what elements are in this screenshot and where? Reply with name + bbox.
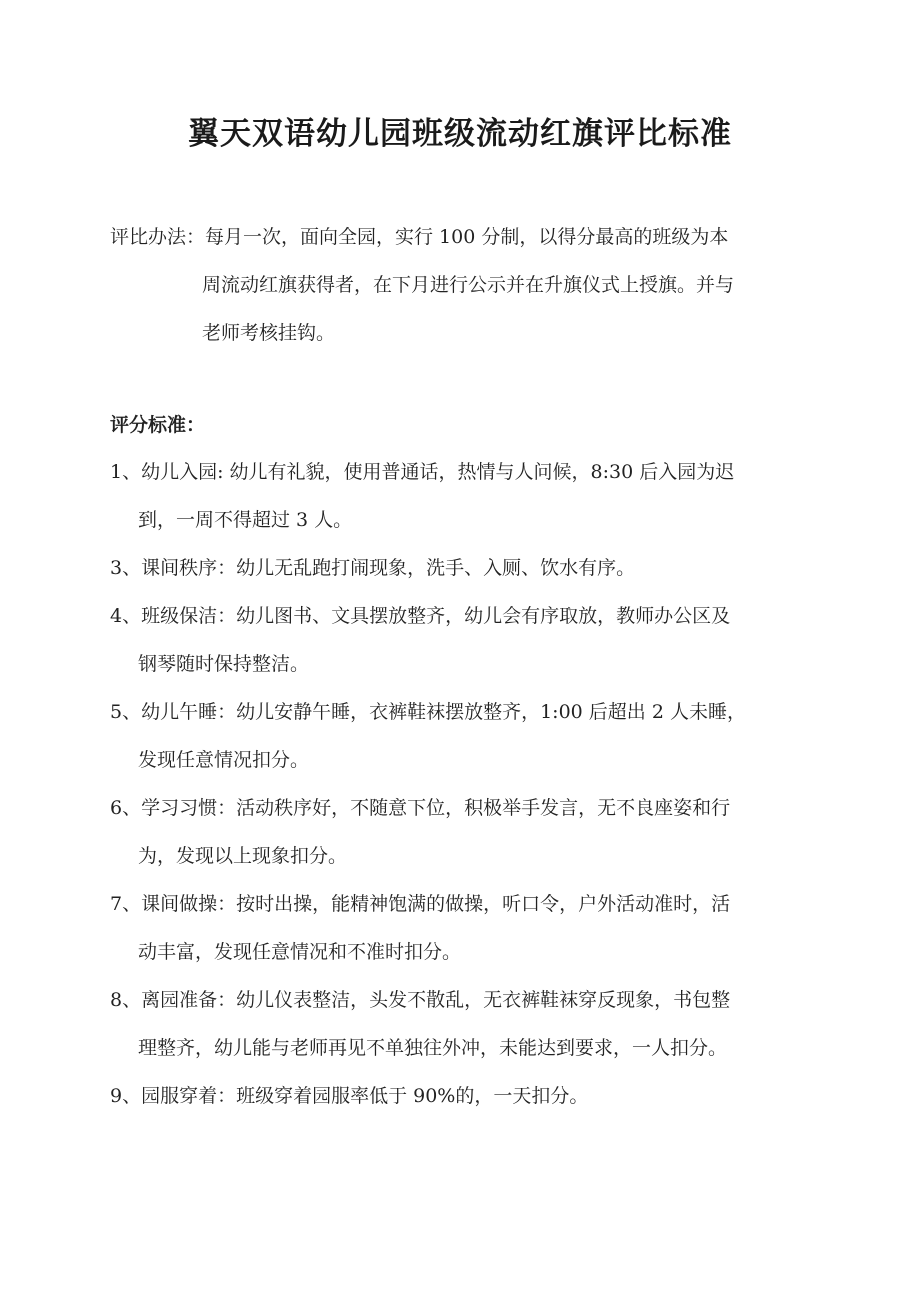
page-title: 翼天双语幼儿园班级流动红旗评比标准 bbox=[188, 116, 732, 152]
criteria-item-continuation: 钢琴随时保持整洁。 bbox=[138, 653, 310, 675]
method-line-2: 周流动红旗获得者，在下月进行公示并在升旗仪式上授旗。并与 bbox=[202, 274, 735, 296]
criteria-item-1 bbox=[110, 448, 815, 544]
method-label: 评比办法： bbox=[110, 226, 206, 248]
criteria-item-text: 4、班级保洁：幼儿图书、文具摆放整齐，幼儿会有序取放，教师办公区及 bbox=[110, 605, 731, 627]
criteria-item-8 bbox=[110, 976, 815, 1072]
method-line-1: 每月一次，面向全园，实行 100 分制，以得分最高的班级为本 bbox=[205, 226, 729, 248]
method-first-line bbox=[110, 213, 810, 261]
criteria-item-3 bbox=[110, 544, 815, 592]
criteria-item-9 bbox=[110, 1072, 815, 1120]
criteria-item-continuation: 理整齐，幼儿能与老师再见不单独往外冲，未能达到要求，一人扣分。 bbox=[138, 1037, 728, 1059]
criteria-heading: 评分标准： bbox=[110, 414, 206, 436]
criteria-item-continuation: 到，一周不得超过 3 人。 bbox=[138, 509, 353, 531]
criteria-item-continuation: 为，发现以上现象扣分。 bbox=[138, 845, 348, 867]
criteria-item-continuation: 发现任意情况扣分。 bbox=[138, 749, 310, 771]
criteria-item-text: 1、幼儿入园: 幼儿有礼貌，使用普通话，热情与人问候，8:30 后入园为迟 bbox=[110, 461, 735, 483]
evaluation-method bbox=[110, 213, 810, 357]
criteria-item-text: 5、幼儿午睡：幼儿安静午睡，衣裤鞋袜摆放整齐，1:00 后超出 2 人未睡， bbox=[110, 701, 746, 723]
criteria-item-continuation: 动丰富，发现任意情况和不准时扣分。 bbox=[138, 941, 462, 963]
criteria-item-text: 3、课间秩序：幼儿无乱跑打闹现象，洗手、入厕、饮水有序。 bbox=[110, 557, 636, 579]
method-line-3: 老师考核挂钩。 bbox=[202, 322, 336, 344]
criteria-item-4 bbox=[110, 592, 815, 688]
criteria-item-text: 6、学习习惯：活动秩序好，不随意下位，积极举手发言，无不良座姿和行 bbox=[110, 797, 731, 819]
criteria-item-7 bbox=[110, 880, 815, 976]
criteria-item-text: 9、园服穿着：班级穿着园服率低于 90%的，一天扣分。 bbox=[110, 1085, 589, 1107]
criteria-item-text: 8、离园准备：幼儿仪表整洁，头发不散乱，无衣裤鞋袜穿反现象，书包整 bbox=[110, 989, 731, 1011]
criteria-list bbox=[110, 448, 815, 1120]
criteria-item-5 bbox=[110, 688, 815, 784]
criteria-item-6 bbox=[110, 784, 815, 880]
criteria-item-text: 7、课间做操：按时出操，能精神饱满的做操，听口令，户外活动准时，活 bbox=[110, 893, 731, 915]
